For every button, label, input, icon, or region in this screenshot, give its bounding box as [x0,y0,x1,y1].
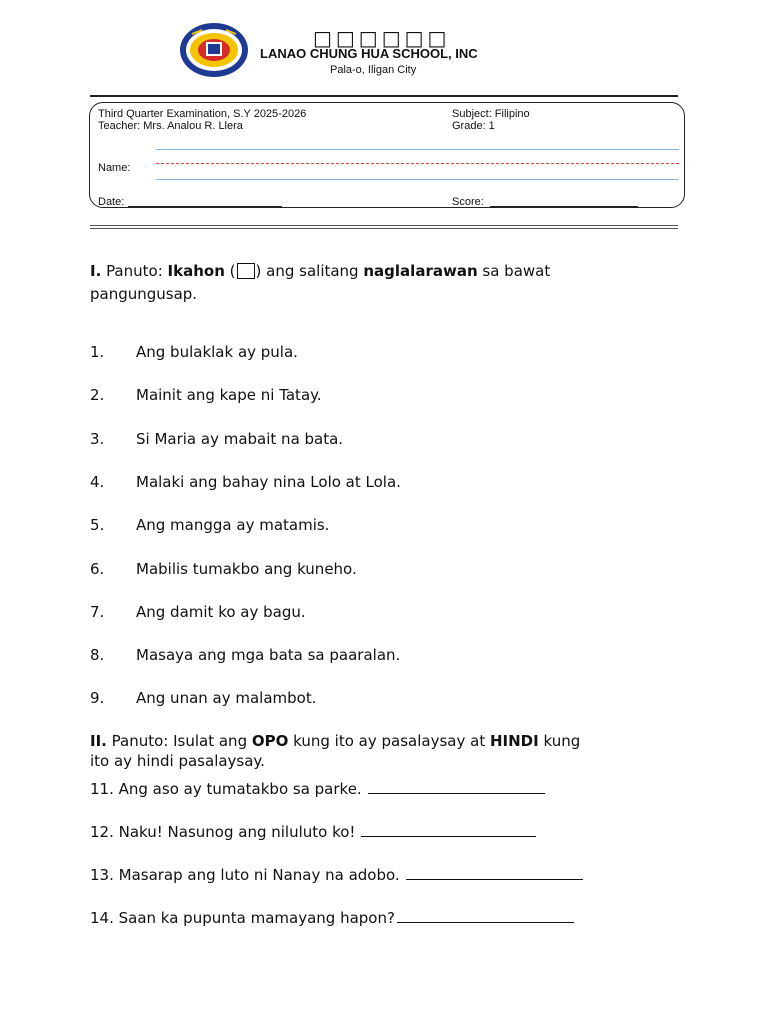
info-divider-1 [90,225,678,226]
part2-end: kung [543,732,581,750]
part1-text-end: sa bawat [482,262,551,280]
sentence-item[interactable]: Ang mangga ay matamis. [136,516,330,535]
part1-lead: Panuto: [106,262,163,280]
date-label: Date: [98,196,125,208]
item-number: 1. [90,343,105,361]
part2-roman: II. [90,732,107,750]
sentence-item[interactable]: Si Maria ay mabait na bata. [136,429,344,448]
sentence-item[interactable]: Ang bulaklak ay pula. [136,343,298,361]
answer-blank[interactable] [368,781,545,794]
item-number: 6. [90,559,105,578]
subject-label: Subject: Filipino [452,108,530,120]
name-guide-mid [156,163,679,164]
item-number: 9. [90,689,105,708]
item-number: 5. [90,516,105,535]
answer-item-text: 12. Naku! Nasunog ang niluluto ko! [90,823,356,841]
grade-label: Grade: 1 [452,120,495,132]
part1-text: ) ang salitang [255,262,359,280]
answer-blank[interactable] [406,867,583,880]
part1-roman: I. [90,262,102,280]
item-number: 4. [90,472,105,491]
sentence-item[interactable]: Mainit ang kape ni Tatay. [136,386,322,405]
answer-item [90,866,583,884]
date-field[interactable] [128,196,282,207]
part1-instruction-line2: pangungusap. [90,285,198,303]
answer-item [90,909,574,927]
part1-open-paren: ( [229,262,236,280]
answer-item [90,823,536,841]
part1-keyword-ikahon: Ikahon [167,262,225,280]
item-number: 2. [90,386,105,405]
part2-keyword-hindi: HINDI [489,732,539,750]
item-number: 8. [90,646,105,665]
part2-instruction [90,732,690,750]
teacher-name: Teacher: Mrs. Analou R. Llera [98,120,243,132]
school-seal-logo [178,22,250,78]
part1-keyword-naglalarawan: naglalarawan [363,262,478,280]
answer-item-text: 14. Saan ka pupunta mamayang hapon? [90,909,395,927]
sentence-item[interactable]: Mabilis tumakbo ang kuneho. [136,559,357,578]
part2-keyword-opo: OPO [251,732,289,750]
school-name: LANAO CHUNG HUA SCHOOL, INC [260,46,478,61]
school-chinese-name: □□□□□□ [313,26,451,50]
score-field[interactable] [490,196,638,207]
score-label: Score: [452,196,484,208]
info-divider-2 [90,228,678,229]
header-divider [90,95,678,97]
answer-blank[interactable] [361,824,536,837]
part2-instruction-line2: ito ay hindi pasalaysay. [90,752,265,770]
part1-instruction [90,262,690,280]
answer-item-text: 13. Masarap ang luto ni Nanay na adobo. [90,866,400,884]
exam-title: Third Quarter Examination, S.Y 2025-2026 [98,108,307,120]
answer-blank[interactable] [397,910,574,923]
part2-mid: kung ito ay pasalaysay at [293,732,486,750]
sentence-item[interactable]: Malaki ang bahay nina Lolo at Lola. [136,472,401,491]
name-guide-top [156,149,679,150]
name-guide-bottom [156,179,679,180]
answer-item-text: 11. Ang aso ay tumatakbo sa parke. [90,780,362,798]
answer-item [90,780,545,798]
sentence-item[interactable]: Ang damit ko ay bagu. [136,602,306,621]
sentence-item[interactable]: Ang unan ay malambot. [136,689,317,708]
part2-lead: Panuto: Isulat ang [111,732,248,750]
name-label: Name: [98,162,131,174]
sentence-item[interactable]: Masaya ang mga bata sa paaralan. [136,646,401,665]
square-box-icon [237,263,255,279]
school-address: Pala-o, Iligan City [330,64,417,76]
item-number: 7. [90,602,105,621]
item-number: 3. [90,429,105,448]
